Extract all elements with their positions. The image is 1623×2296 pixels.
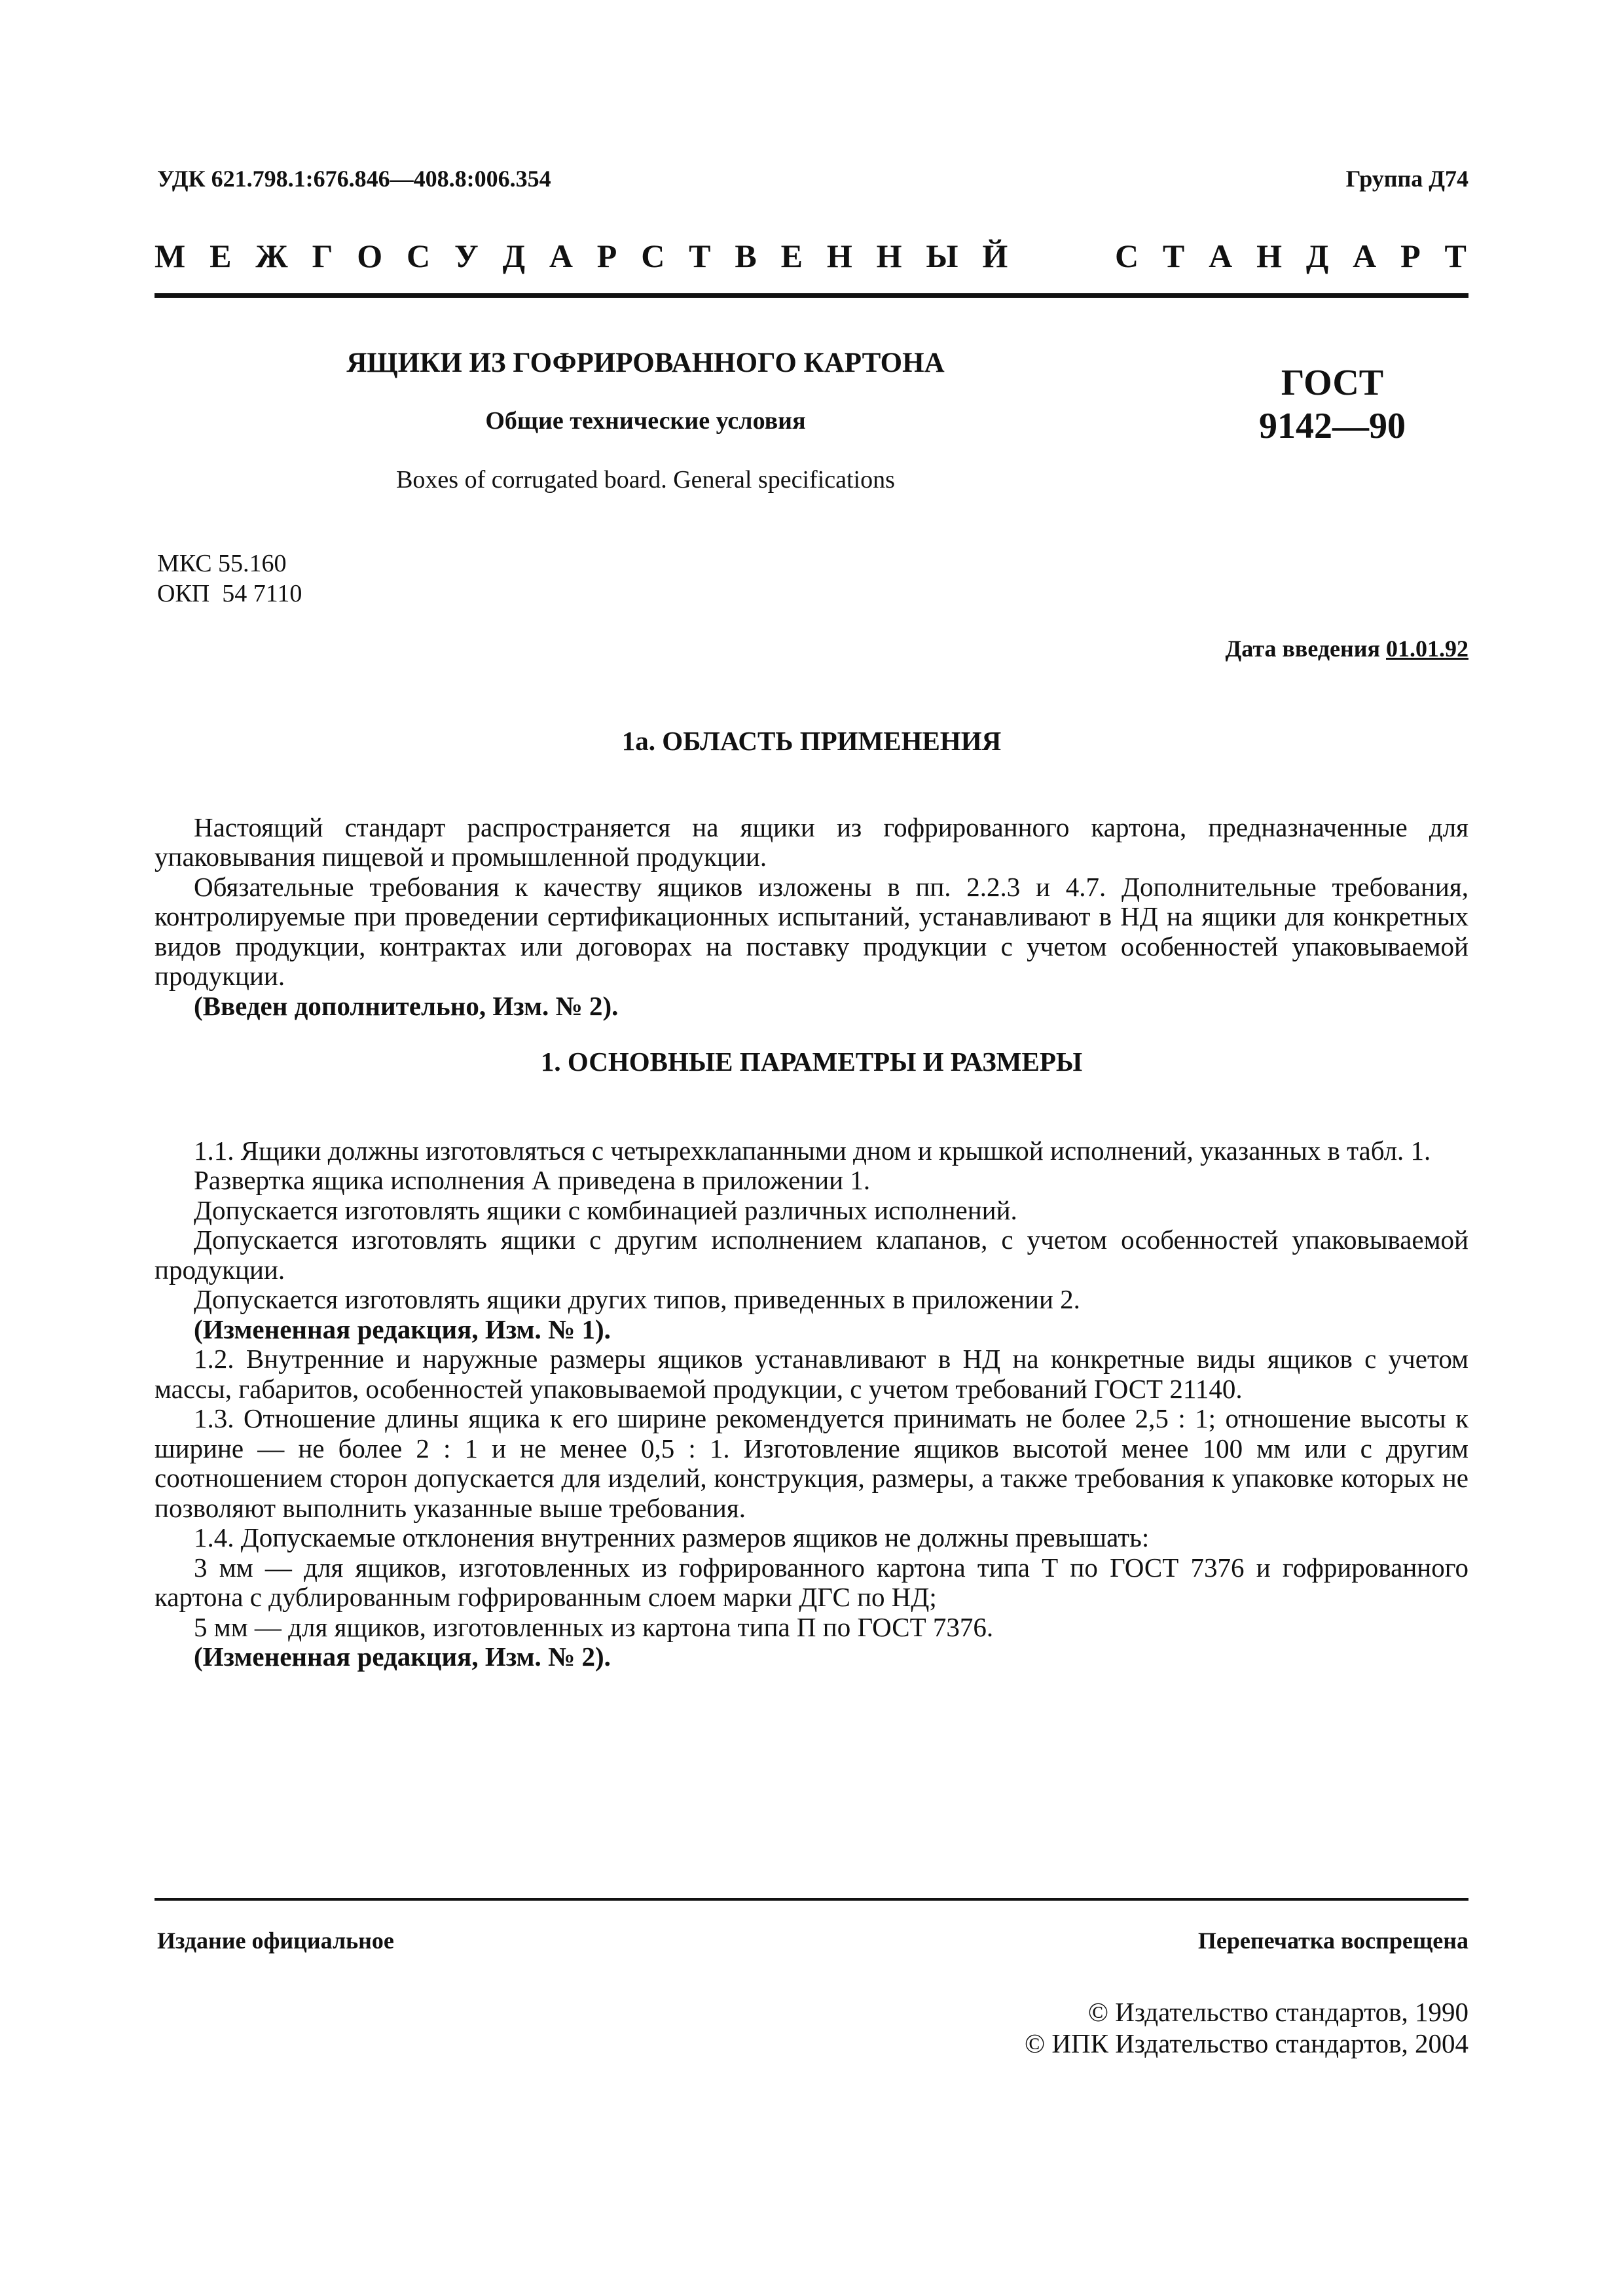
banner-letter: Р — [1400, 238, 1421, 274]
official-edition-label: Издание официальное — [157, 1928, 394, 1954]
banner-letter: Н — [876, 238, 902, 274]
amendment-note: (Измененная редакция, Изм. № 2). — [194, 1641, 611, 1672]
banner-letter: Д — [1305, 238, 1329, 274]
banner-letter: Ы — [926, 238, 958, 274]
section-heading: 1. ОСНОВНЫЕ ПАРАМЕТРЫ И РАЗМЕРЫ — [540, 1047, 1083, 1077]
classification-codes — [157, 548, 302, 609]
paragraph: Допускается изготовлять ящики с другим исполнением клапанов, с учетом особенностей упаковываемой продукции. — [155, 1225, 1468, 1285]
gost-id: 9142—90 — [1259, 406, 1406, 446]
banner-letter: А — [1353, 238, 1377, 274]
footer-rule — [155, 1898, 1468, 1901]
section-heading: 1а. ОБЛАСТЬ ПРИМЕНЕНИЯ — [621, 726, 1002, 756]
gost-label: ГОСТ — [1281, 363, 1384, 403]
paragraph: 1.4. Допускаемые отклонения внутренних размеров ящиков не должны превышать: — [194, 1522, 1150, 1552]
document-title-english: Boxes of corrugated board. General specifications — [396, 466, 895, 493]
amendment-note: (Измененная редакция, Изм. № 1). — [194, 1314, 611, 1344]
paragraph: Развертка ящика исполнения А приведена в приложении 1. — [194, 1165, 871, 1195]
banner-word-gap — [1032, 237, 1091, 275]
document-title: ЯЩИКИ ИЗ ГОФРИРОВАННОГО КАРТОНА — [346, 348, 945, 378]
banner-letter: О — [357, 238, 383, 274]
okp-code: ОКП 54 7110 — [157, 580, 302, 607]
paragraph: Настоящий стандарт распространяется на ящики из гофрированного картона, предназначенные для упаковывания пищевой и промышленной продукции. — [155, 812, 1468, 872]
banner-letter: С — [641, 238, 665, 274]
paragraph: Допускается изготовлять ящики с комбинацией различных исполнений. — [194, 1194, 1017, 1225]
introduction-date — [1226, 635, 1469, 662]
copyright-block — [1025, 1996, 1468, 2059]
copyright-line: © Издательство стандартов, 1990 — [1087, 1997, 1468, 2027]
reprint-prohibited-label: Перепечатка воспрещена — [1197, 1928, 1468, 1954]
banner-letter: С — [407, 238, 431, 274]
banner-letter: Е — [780, 238, 803, 274]
banner-letter: А — [1209, 238, 1233, 274]
section-parameters — [155, 1047, 1468, 1672]
paragraph: 5 мм — для ящиков, изготовленных из картона типа П по ГОСТ 7376. — [194, 1611, 994, 1642]
mks-code: МКС 55.160 — [157, 550, 287, 577]
title-block — [155, 347, 1137, 494]
banner-letter: Ж — [255, 238, 288, 274]
paragraph: 3 мм — для ящиков, изготовленных из гофрированного картона типа Т по ГОСТ 7376 и гофрированного картона с дублированным гофрированным слоем марки ДГС по НД; — [155, 1552, 1468, 1612]
banner-letter: Е — [210, 238, 232, 274]
paragraph: Обязательные требования к качеству ящиков изложены в пп. 2.2.3 и 4.7. Дополнительные требования, контролируемые при проведении сертификационных испытаний, устанавливают в НД на ящики для конкретных видов продукции, контрактах или договорах на поставку продукции с учетом особенностей упаковываемой продукции. — [155, 871, 1468, 991]
banner-letter: Т — [689, 238, 711, 274]
banner-letter: В — [735, 238, 757, 274]
paragraph: 1.1. Ящики должны изготовляться с четырехклапанными дном и крышкой исполнений, указанных в табл. 1. — [194, 1135, 1431, 1166]
banner-letter: Р — [596, 238, 617, 274]
banner-letter: Т — [1162, 238, 1185, 274]
banner-letter: Н — [1256, 238, 1283, 274]
paragraph: 1.2. Внутренние и наружные размеры ящиков устанавливают в НД на конкретные виды ящиков с учетом массы, габаритов, особенностей упаковываемой продукции, с учетом требований ГОСТ 21140. — [155, 1344, 1468, 1404]
banner-letter: Г — [312, 238, 333, 274]
banner-letter: Т — [1444, 238, 1467, 274]
banner-letter: Н — [826, 238, 852, 274]
banner-letter: У — [454, 238, 479, 274]
group-code: Группа Д74 — [1345, 166, 1468, 192]
banner-letter: А — [549, 238, 573, 274]
gost-number — [1198, 361, 1467, 448]
copyright-line: © ИПК Издательство стандартов, 2004 — [1024, 2028, 1468, 2058]
introduction-date-value: 01.01.92 — [1386, 636, 1468, 662]
banner-letter: М — [155, 238, 186, 274]
banner-letter: Д — [502, 238, 525, 274]
document-subtitle: Общие технические условия — [485, 407, 806, 435]
amendment-note: (Введен дополнительно, Изм. № 2). — [194, 990, 619, 1021]
interstate-standard-banner — [155, 237, 1467, 275]
banner-letter: С — [1114, 238, 1139, 274]
header-rule — [155, 293, 1468, 298]
banner-letter: Й — [982, 238, 1008, 274]
section-scope — [155, 726, 1468, 1021]
udk-code: УДК 621.798.1:676.846—408.8:006.354 — [157, 166, 551, 192]
paragraph: 1.3. Отношение длины ящика к его ширине рекомендуется принимать не более 2,5 : 1; отношение высоты к ширине — не более 2 : 1 и не менее 0,5 : 1. Изготовление ящиков высотой менее 100 мм или с другим соотношением сторон допускается для изделий, конструкция, размеры, а также требования к упаковке которых не позволяют выполнить указанные выше требования. — [155, 1403, 1468, 1523]
paragraph: Допускается изготовлять ящики других типов, приведенных в приложении 2. — [194, 1284, 1080, 1314]
introduction-date-label: Дата введения — [1225, 636, 1380, 662]
